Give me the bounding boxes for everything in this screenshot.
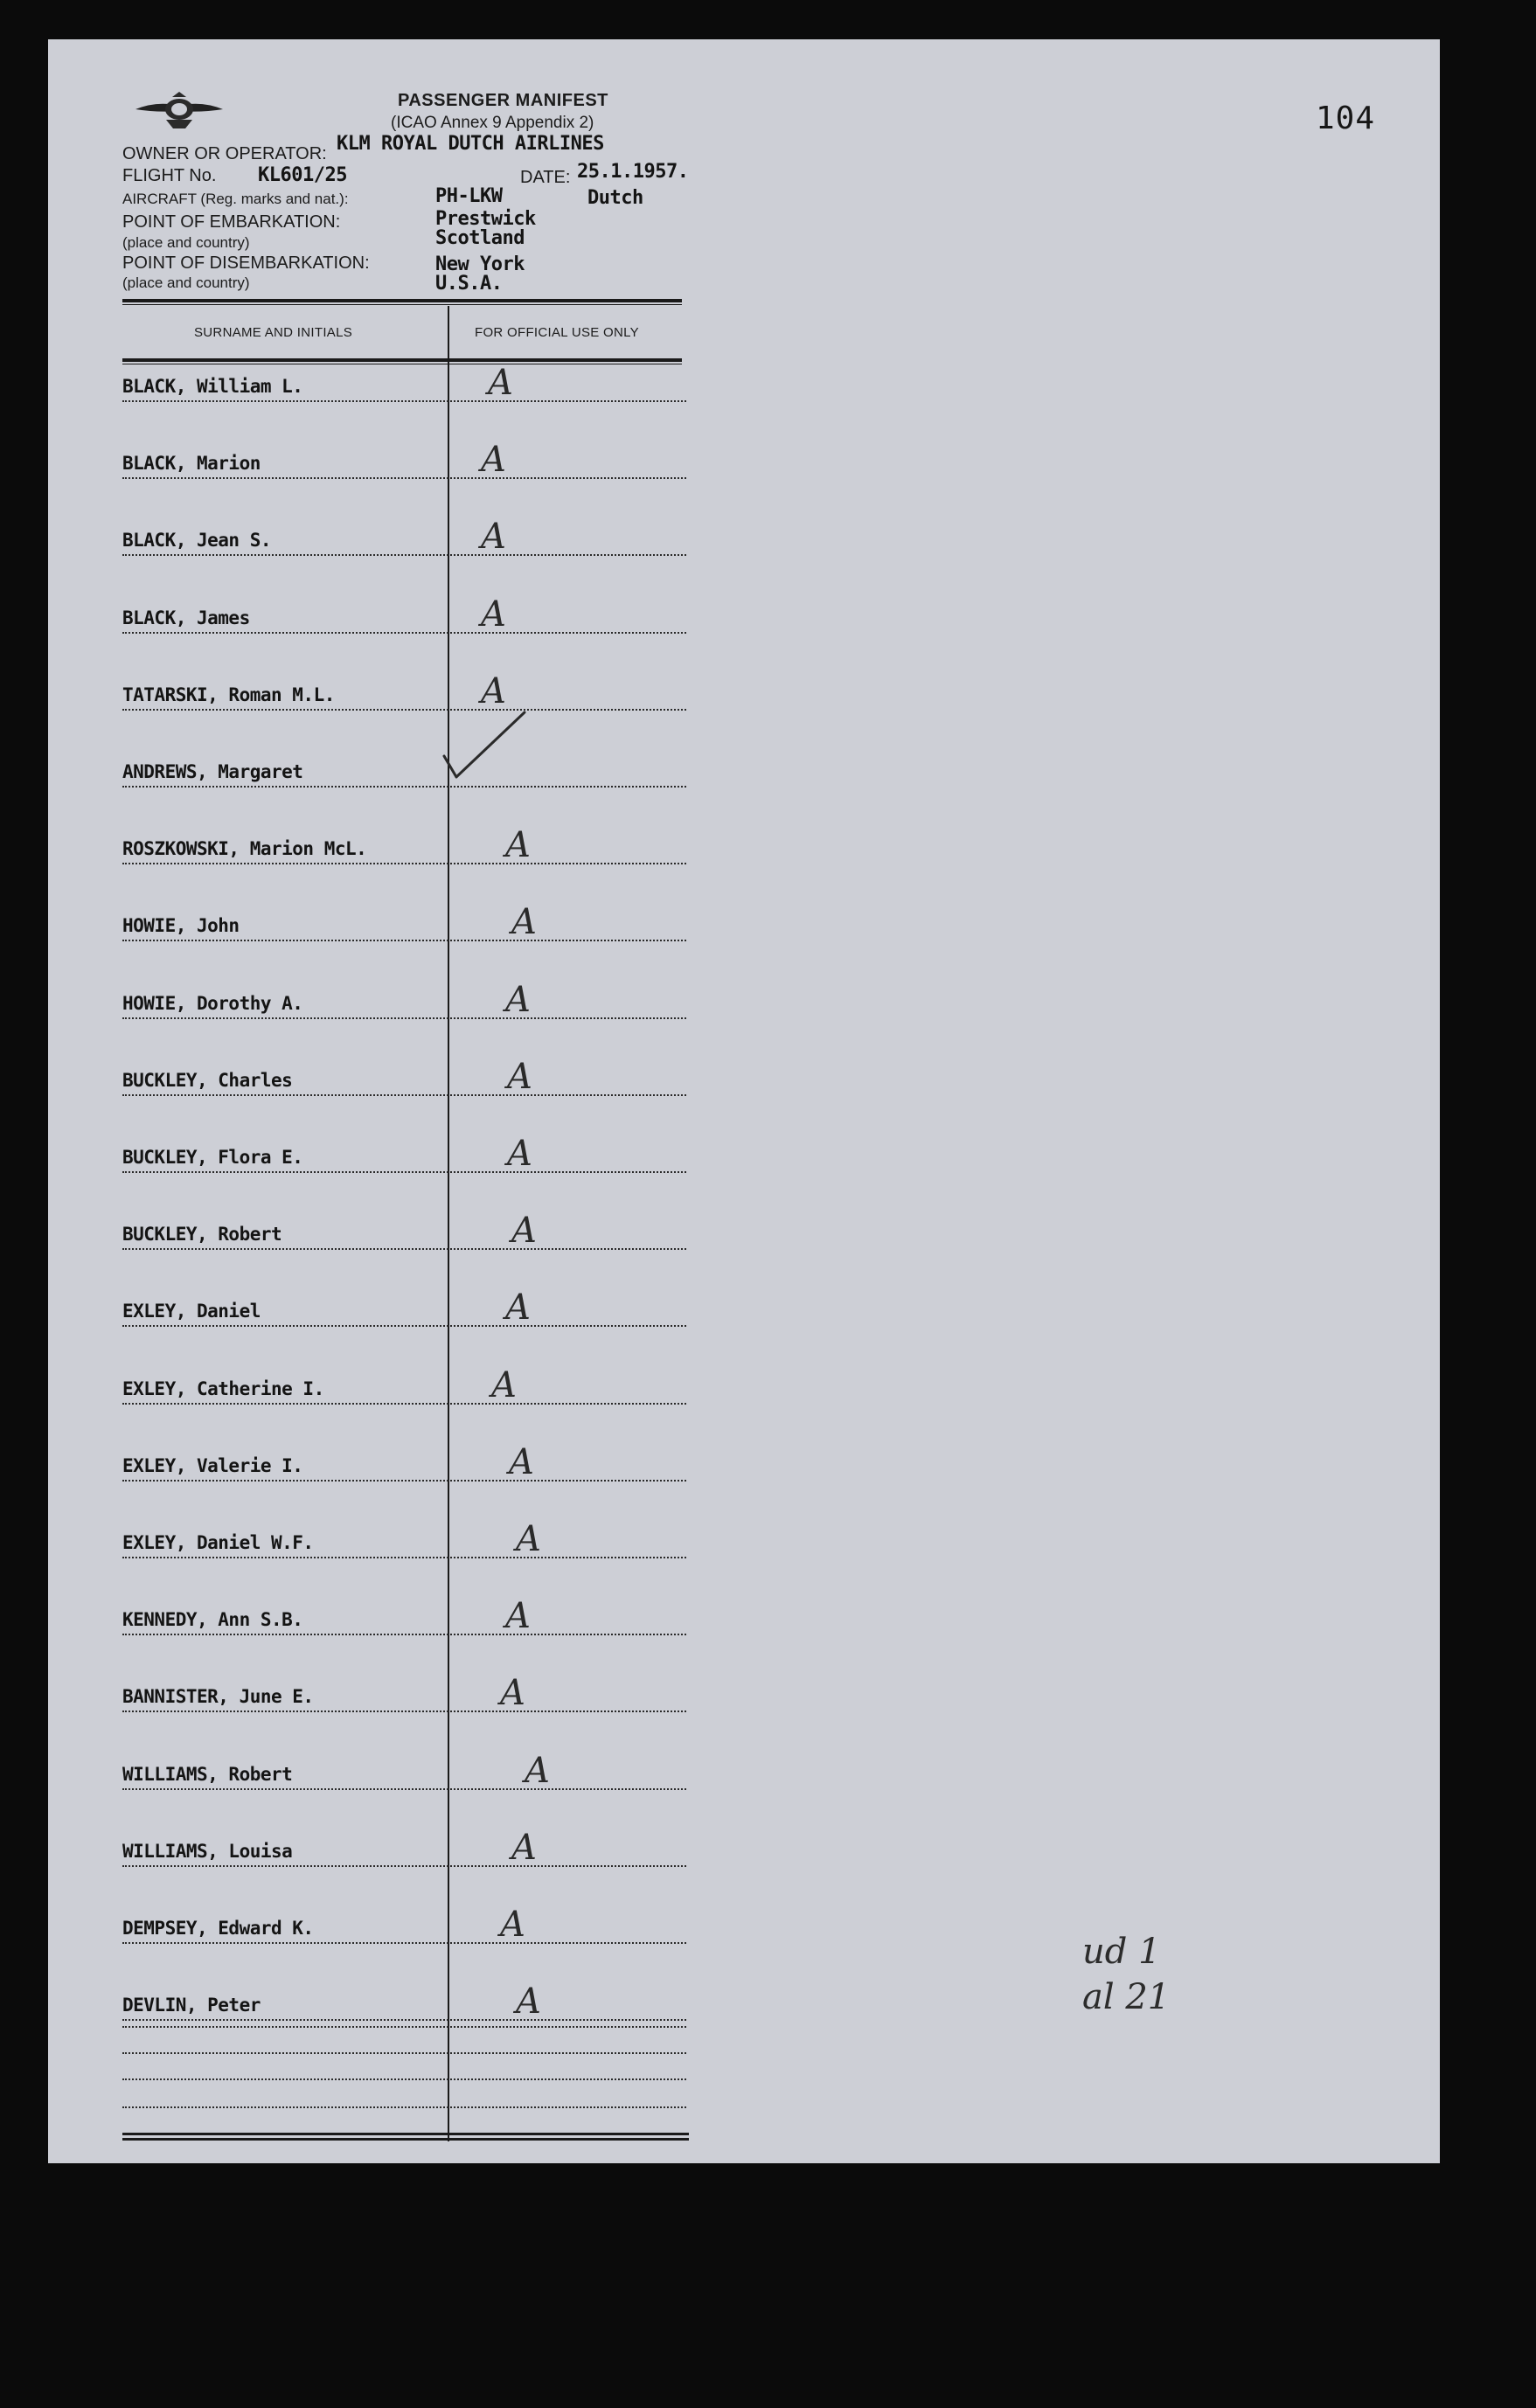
checkmark-icon [437,704,533,782]
official-mark: A [481,593,506,635]
passenger-name: BLACK, Marion [122,453,261,475]
passenger-row [122,1211,686,1250]
embarkation-country: Scotland [435,227,525,249]
handwritten-note-line1: ud 1 [1082,1932,1161,1972]
column-header-name: SURNAME AND INITIALS [194,325,353,340]
passenger-name: BUCKLEY, Charles [122,1069,293,1091]
passenger-name: BLACK, Jean S. [122,530,272,552]
passenger-name: EXLEY, Valerie I. [122,1454,303,1476]
klm-logo-icon [131,90,227,134]
disembarkation-place: New York [435,253,525,275]
passenger-name: DEMPSEY, Edward K. [122,1918,314,1939]
flight-label: FLIGHT No. [122,166,217,185]
row-dotted-line [122,1403,686,1405]
passenger-name: KENNEDY, Ann S.B. [122,1609,303,1631]
row-dotted-line [122,1942,686,1944]
official-mark: A [505,1287,531,1329]
passenger-row [122,903,686,941]
passenger-row [122,364,686,402]
passenger-row [122,1443,686,1482]
official-mark: A [500,1905,525,1945]
passenger-row [122,1752,686,1790]
official-mark: A [505,825,531,866]
passenger-row [122,1674,686,1712]
date-value: 25.1.1957. [577,161,689,183]
blank-row [122,2026,686,2028]
passenger-name: ANDREWS, Margaret [122,761,303,782]
passenger-row [122,672,686,711]
row-dotted-line [122,632,686,634]
header-rule [122,299,682,302]
official-mark: A [509,1441,534,1482]
official-mark: A [505,979,531,1020]
aircraft-label: AIRCRAFT (Reg. marks and nat.): [122,191,349,207]
date-label: DATE: [520,168,571,187]
row-dotted-line [122,1865,686,1867]
row-dotted-line [122,1171,686,1173]
embarkation-sub: (place and country) [122,234,250,251]
aircraft-nationality: Dutch [587,187,643,209]
passenger-row [122,1135,686,1173]
manifest-subtitle: (ICAO Annex 9 Appendix 2) [391,114,594,132]
aircraft-value: PH-LKW [435,185,503,207]
row-dotted-line [122,2019,686,2021]
row-dotted-line [122,1557,686,1558]
header-rule-thin [122,304,682,305]
owner-value: KLM ROYAL DUTCH AIRLINES [337,133,604,155]
passenger-name: WILLIAMS, Robert [122,1763,293,1785]
row-dotted-line [122,554,686,556]
passenger-name: DEVLIN, Peter [122,1995,261,2016]
passenger-name: BLACK, William L. [122,376,303,397]
official-mark: A [488,363,513,403]
official-mark: A [516,1981,541,2023]
official-mark: A [491,1364,517,1405]
row-dotted-line [122,1248,686,1250]
passenger-row [122,749,686,788]
passenger-name: BANNISTER, June E. [122,1686,314,1708]
passenger-row [122,517,686,556]
passenger-row [122,1288,686,1327]
manifest-title: PASSENGER MANIFEST [398,91,608,110]
official-mark: A [511,1827,537,1868]
embarkation-place: Prestwick [435,208,536,230]
blank-row [122,2106,686,2108]
row-dotted-line [122,1480,686,1482]
row-dotted-line [122,477,686,479]
passenger-name: BLACK, James [122,607,250,628]
blank-row [122,2052,686,2054]
passenger-row [122,1905,686,1944]
passenger-row [122,1520,686,1558]
official-mark: A [505,1596,531,1637]
row-dotted-line [122,709,686,711]
passenger-row [122,1829,686,1867]
page-number: 104 [1316,101,1376,136]
row-dotted-line [122,1017,686,1019]
passenger-name: WILLIAMS, Louisa [122,1840,293,1862]
passenger-name: EXLEY, Daniel [122,1301,261,1322]
official-mark: A [481,517,506,558]
passenger-name: HOWIE, John [122,915,240,937]
row-dotted-line [122,400,686,402]
official-mark: A [525,1750,550,1791]
flight-value: KL601/25 [258,164,347,186]
passenger-name: EXLEY, Catherine I. [122,1377,324,1399]
official-mark: A [511,1211,537,1252]
passenger-row [122,826,686,864]
official-mark: A [481,670,506,711]
passenger-row [122,1366,686,1405]
official-mark: A [516,1519,541,1559]
owner-label: OWNER OR OPERATOR: [122,144,327,163]
row-dotted-line [122,1325,686,1327]
official-mark: A [481,440,506,481]
passenger-name: HOWIE, Dorothy A. [122,992,303,1014]
embarkation-label: POINT OF EMBARKATION: [122,212,341,232]
row-dotted-line [122,786,686,788]
column-header-official: FOR OFFICIAL USE ONLY [475,325,639,340]
passenger-name: ROSZKOWSKI, Marion McL. [122,838,367,860]
disembarkation-sub: (place and country) [122,274,250,291]
passenger-name: BUCKLEY, Robert [122,1224,282,1246]
disembarkation-label: POINT OF DISEMBARKATION: [122,253,370,273]
footer-rule-2 [122,2138,689,2141]
passenger-row [122,1058,686,1096]
disembarkation-country: U.S.A. [435,273,503,295]
footer-rule [122,2133,689,2135]
row-dotted-line [122,1094,686,1096]
passenger-row [122,1982,686,2021]
passenger-row [122,441,686,479]
row-dotted-line [122,940,686,941]
official-mark: A [507,1134,532,1174]
row-dotted-line [122,1634,686,1635]
passenger-name: EXLEY, Daniel W.F. [122,1532,314,1553]
passenger-row [122,1597,686,1635]
row-dotted-line [122,1788,686,1790]
column-rule [122,358,682,362]
official-mark: A [507,1056,532,1097]
row-dotted-line [122,1711,686,1712]
passenger-name: BUCKLEY, Flora E. [122,1147,303,1168]
official-mark: A [511,902,537,943]
passenger-name: TATARSKI, Roman M.L. [122,684,335,705]
row-dotted-line [122,863,686,864]
official-mark: A [500,1673,525,1714]
passenger-row [122,981,686,1019]
handwritten-note-line2: al 21 [1082,1977,1171,2017]
blank-row [122,2078,686,2080]
passenger-row [122,595,686,634]
